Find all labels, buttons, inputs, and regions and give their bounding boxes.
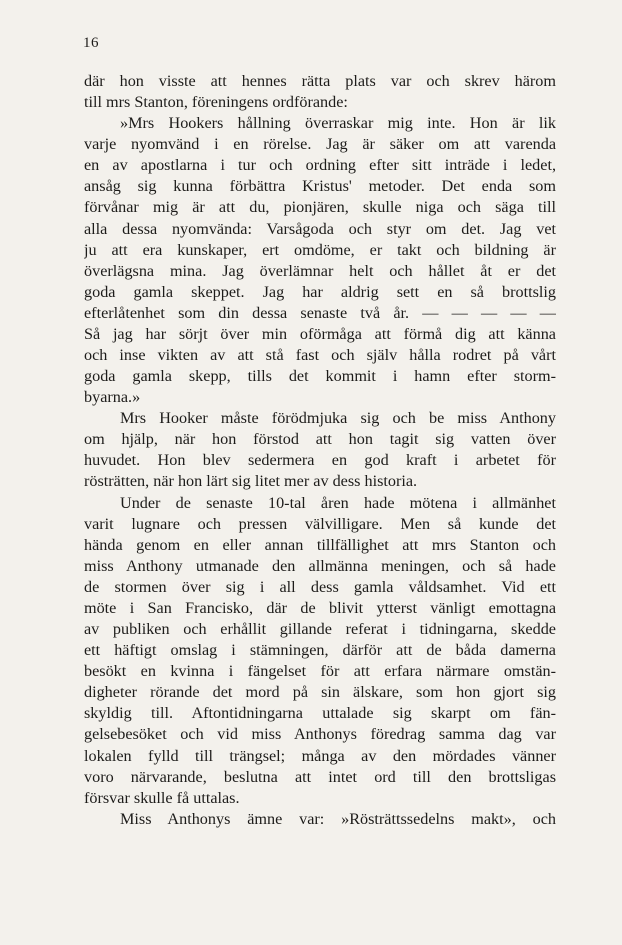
text-line: goda gamla skeppet. Jag har aldrig sett en så brottslig <box>84 282 556 301</box>
text-line: Så jag har sörjt över min oförmåga att förmå dig att känna <box>84 324 556 343</box>
text-line: skyldig till. Aftontidningarna uttalade sig skarpt om fän- <box>84 704 556 723</box>
text-line: varje nyomvänd i en rörelse. Jag är säker om att varenda <box>84 135 556 154</box>
text-line: Mrs Hooker måste förödmjuka sig och be miss Anthony <box>120 409 556 428</box>
page-number: 16 <box>83 35 99 51</box>
text-line: besökt en kvinna i fängelset för att erfara närmare omstän- <box>84 662 556 681</box>
text-line: miss Anthony utmanade den allmänna meningen, och så hade <box>84 556 556 575</box>
text-line: alla dessa nyomvända: Varsågoda och styr om det. Jag vet <box>84 219 556 238</box>
body-text <box>84 71 556 830</box>
text-line: voro närvarande, beslutna att intet ord till den brottsligas <box>84 767 556 786</box>
text-line: en av apostlarna i tur och ordning efter sitt inträde i ledet, <box>84 156 556 175</box>
text-line: av publiken och erhållit gillande referat i tidningarna, skedde <box>84 620 556 639</box>
text-line: förvånar mig är att du, pionjären, skulle niga och säga till <box>84 198 556 217</box>
text-line: och inse vikten av att stå fast och själv hålla rodret på vårt <box>84 346 556 365</box>
text-line: hända genom en eller annan tillfällighet att mrs Stanton och <box>84 535 556 554</box>
text-line: gelsebesöket och vid miss Anthonys föredrag samma dag var <box>84 725 556 744</box>
text-line: digheter rörande det mord på sin älskare, som hon gjort sig <box>84 683 556 702</box>
text-line: de stormen över sig i all dess gamla våldsamhet. Vid ett <box>84 577 556 596</box>
text-line: om hjälp, när hon förstod att hon tagit sig vatten över <box>84 430 556 449</box>
text-line: »Mrs Hookers hållning överraskar mig inte. Hon är lik <box>120 114 556 133</box>
text-line: byarna.» <box>84 388 141 407</box>
text-line: goda gamla skepp, tills det kommit i hamn efter storm- <box>84 367 556 386</box>
text-line: Under de senaste 10-tal åren hade mötena i allmänhet <box>120 493 556 512</box>
text-line: till mrs Stanton, föreningens ordförande: <box>84 93 348 112</box>
text-line: överlägsna mina. Jag överlämnar helt och hållet åt er det <box>84 261 556 280</box>
text-line: huvudet. Hon blev sedermera en god kraft i arbetet för <box>84 451 556 470</box>
text-line: ett häftigt omslag i stämningen, därför att de båda damerna <box>84 641 556 660</box>
text-line: lokalen fylld till trängsel; många av den mördades vänner <box>84 746 556 765</box>
text-line: Miss Anthonys ämne var: »Rösträttssedelns makt», och <box>120 809 556 828</box>
text-line: möte i San Francisko, där de blivit ytterst vänligt emottagna <box>84 598 556 617</box>
text-line: försvar skulle få uttalas. <box>84 788 240 807</box>
text-line: rösträtten, när hon lärt sig litet mer av dess historia. <box>84 472 418 491</box>
text-line: ju att era kunskaper, ert omdöme, er takt och bildning är <box>84 240 556 259</box>
text-line: efterlåtenhet som din dessa senaste två år. — — — — — <box>84 303 556 322</box>
text-line: varit lugnare och pressen välvilligare. Men så kunde det <box>84 514 556 533</box>
text-line: där hon visste att hennes rätta plats var och skrev härom <box>84 72 556 90</box>
text-line: ansåg sig kunna förbättra Kristus' metoder. Det enda som <box>84 177 556 196</box>
